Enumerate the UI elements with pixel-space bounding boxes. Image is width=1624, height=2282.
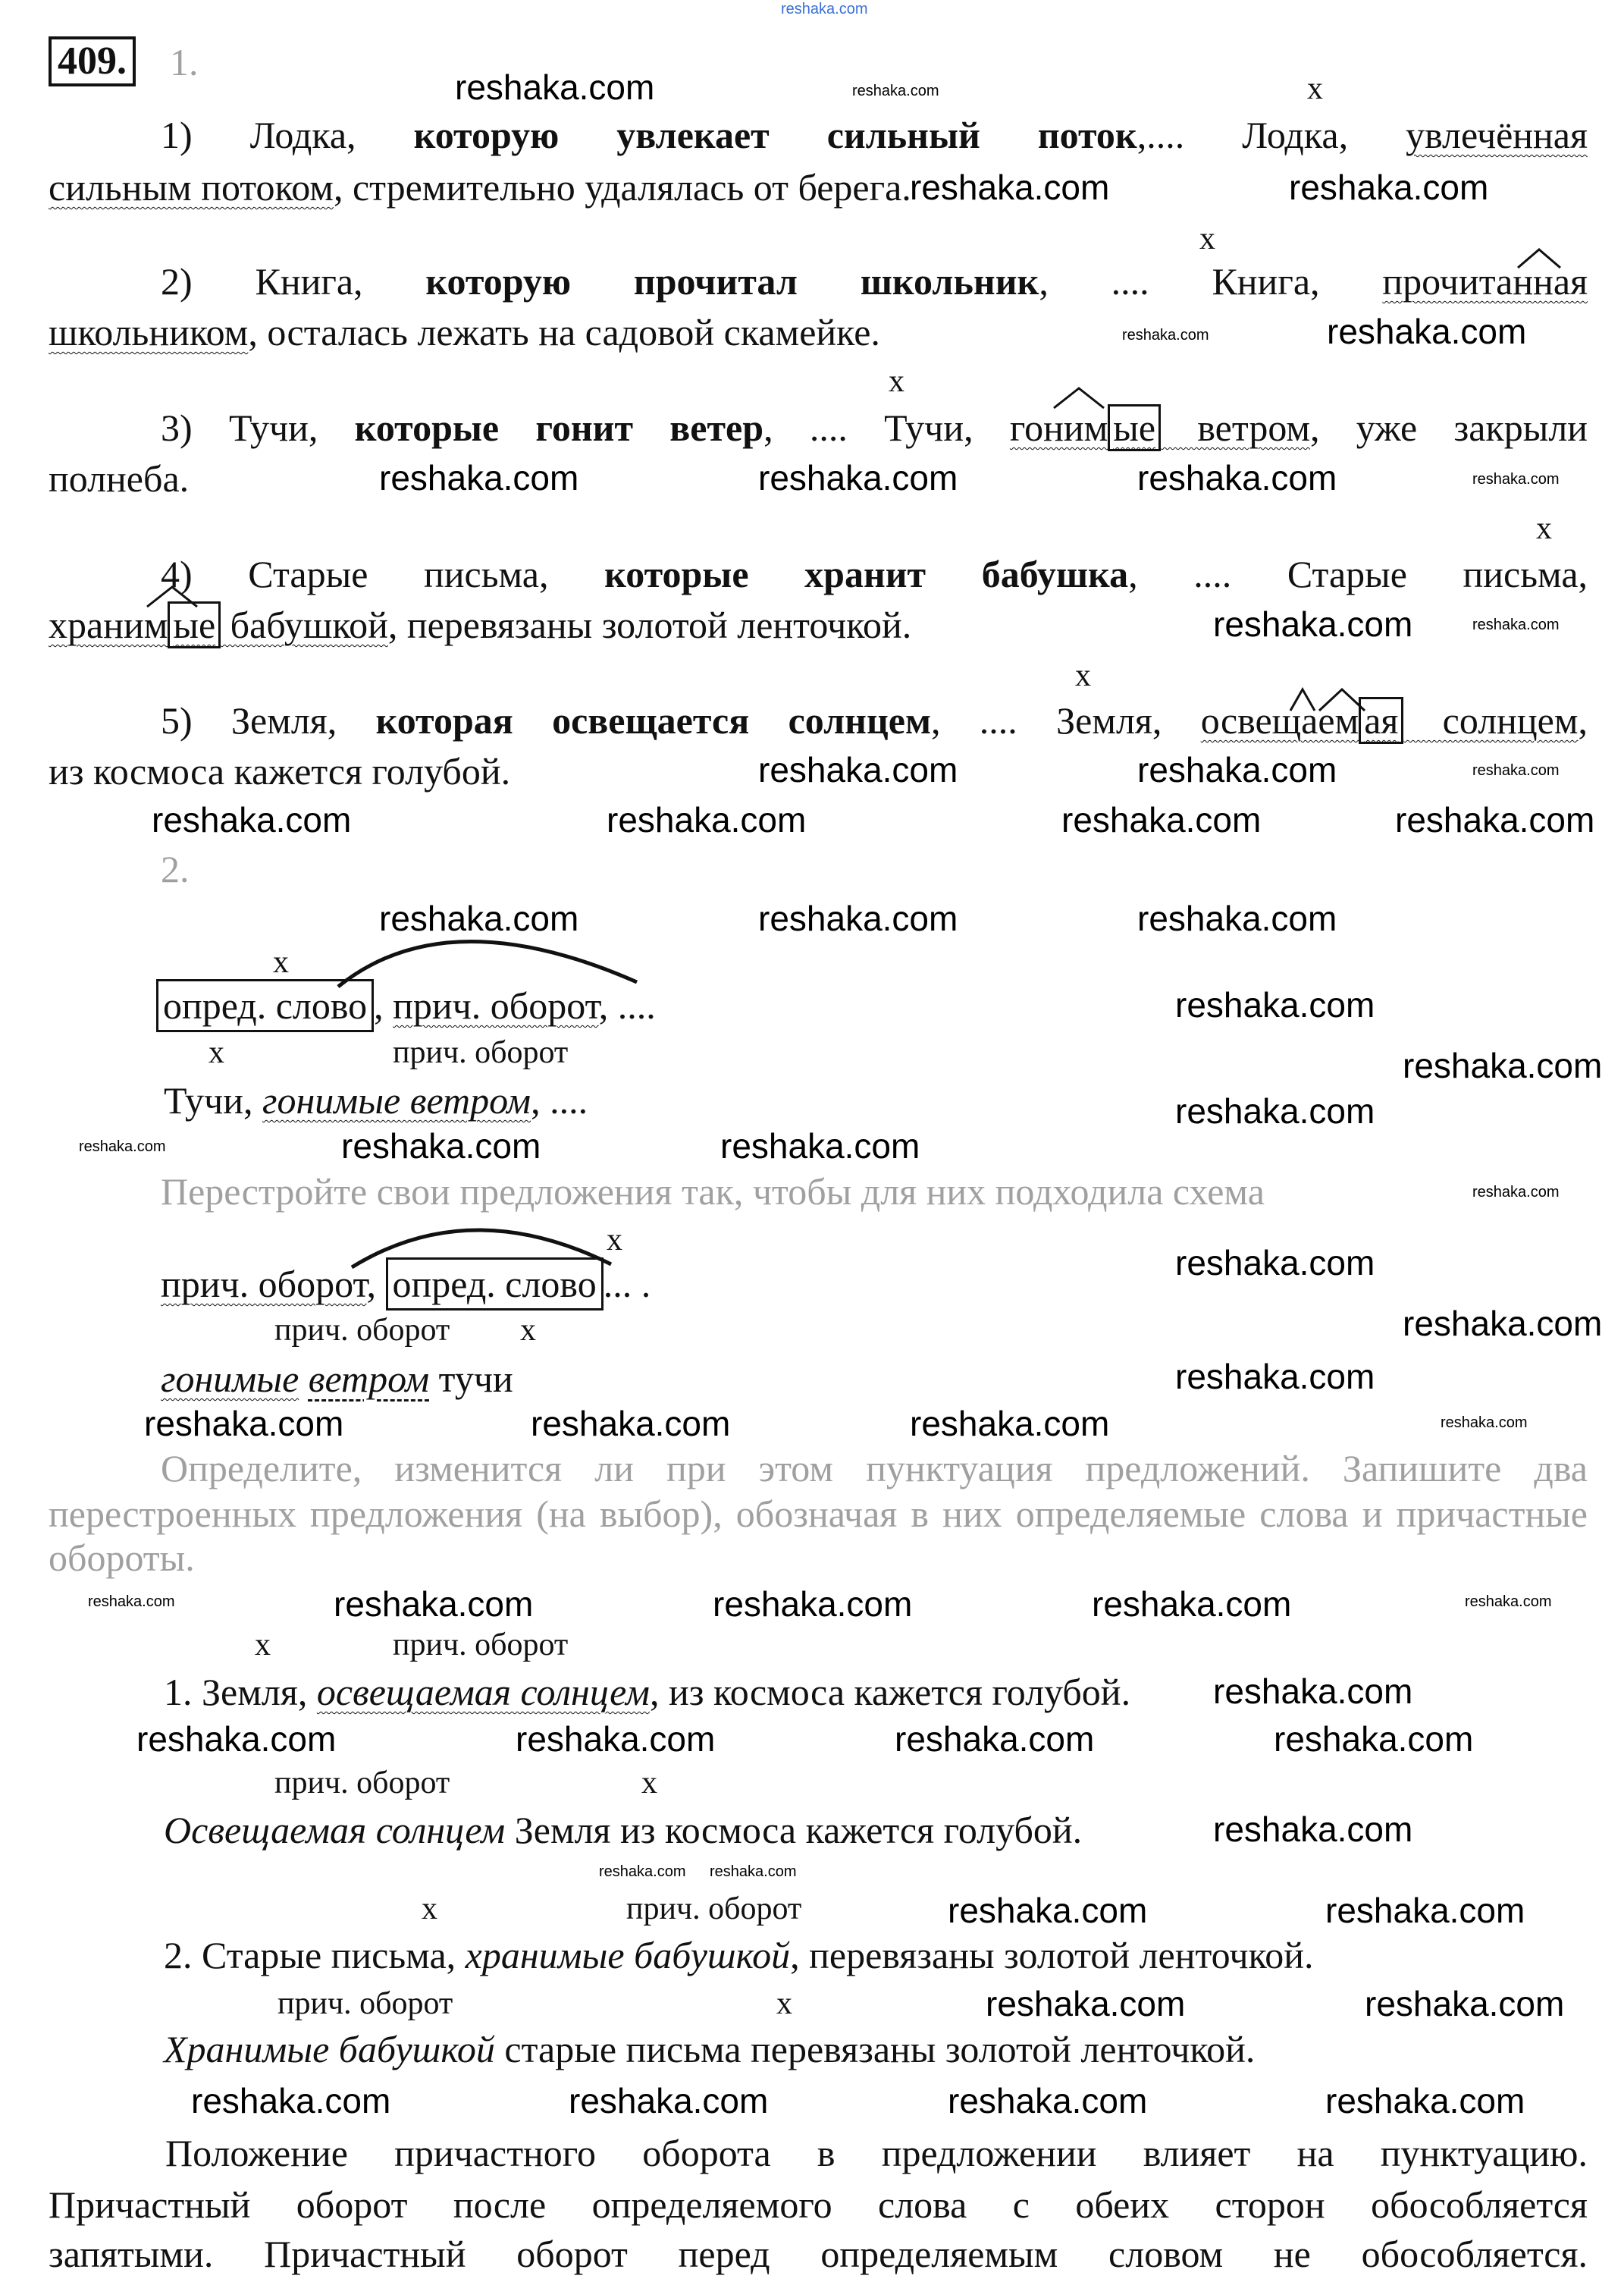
x-mark: x bbox=[422, 1891, 437, 1926]
watermark: reshaka.com bbox=[1137, 899, 1337, 938]
item-2-line-2: школьником, осталась лежать на садовой скамейке. bbox=[49, 311, 880, 353]
x-mark: x bbox=[641, 1766, 657, 1800]
watermark: reshaka.com bbox=[152, 800, 352, 840]
watermark: reshaka.com bbox=[1325, 2081, 1525, 2120]
x-mark: x bbox=[208, 1035, 224, 1070]
conclusion-line-1: Положение причастного оборота в предложении влияет на пунктуацию. bbox=[165, 2132, 1588, 2174]
watermark: reshaka.com bbox=[531, 1404, 731, 1443]
part2-label: 2. bbox=[161, 848, 190, 890]
watermark: reshaka.com bbox=[1137, 458, 1337, 498]
x-mark: x bbox=[1199, 221, 1215, 256]
watermark: reshaka.com bbox=[710, 1863, 797, 1880]
watermark: reshaka.com bbox=[895, 1719, 1095, 1759]
watermark: reshaka.com bbox=[1175, 985, 1375, 1025]
relative-clause: которую увлекает сильный поток bbox=[413, 114, 1137, 156]
watermark: reshaka.com bbox=[1472, 617, 1560, 633]
watermark: reshaka.com bbox=[88, 1593, 175, 1610]
x-mark: x bbox=[1307, 71, 1323, 106]
watermark: reshaka.com bbox=[516, 1719, 716, 1759]
watermark: reshaka.com bbox=[1213, 1671, 1413, 1711]
watermark: reshaka.com bbox=[1175, 1357, 1375, 1396]
watermark: reshaka.com bbox=[1122, 327, 1209, 344]
item-4-line-1: 4) Старые письма, которые хранит бабушка, .... Старые письма, bbox=[161, 553, 1588, 595]
watermark: reshaka.com bbox=[1472, 471, 1560, 488]
watermark: reshaka.com bbox=[910, 1404, 1110, 1443]
scheme-1: опред. слово , прич. оборот, .... bbox=[156, 983, 656, 1028]
task-2-line-3: обороты. bbox=[49, 1537, 195, 1579]
watermark: reshaka.com bbox=[569, 2081, 769, 2120]
watermark: reshaka.com bbox=[1137, 750, 1337, 789]
watermark: reshaka.com bbox=[1403, 1304, 1603, 1343]
x-mark: x bbox=[776, 1986, 792, 2021]
watermark: reshaka.com bbox=[607, 800, 807, 840]
watermark: reshaka.com bbox=[455, 67, 655, 107]
watermark: reshaka.com bbox=[910, 168, 1110, 207]
watermark: reshaka.com bbox=[1403, 1046, 1603, 1085]
conclusion-line-3: запятыми. Причастный оборот перед определяемым словом не обособляется. bbox=[49, 2233, 1588, 2275]
watermark: reshaka.com bbox=[144, 1404, 344, 1443]
item-1-line-2: сильным потоком, стремительно удалялась от берега. bbox=[49, 166, 911, 209]
participle: увлечённая bbox=[1406, 114, 1588, 156]
x-mark: x bbox=[607, 1223, 622, 1257]
exercise-number: 409. bbox=[49, 36, 136, 86]
watermark: reshaka.com bbox=[1365, 1984, 1565, 2023]
conclusion-line-2: Причастный оборот после определяемого слова с обеих сторон обособляется bbox=[49, 2183, 1588, 2226]
task-2-line-1: Определите, изменится ли при этом пунктуация предложений. Запишите два bbox=[161, 1447, 1588, 1489]
watermark: reshaka.com bbox=[1092, 1584, 1292, 1624]
watermark: reshaka.com bbox=[79, 1138, 166, 1155]
phrase-label: прич. оборот bbox=[393, 1035, 569, 1070]
item-2-line-1: 2) Книга, которую прочитал школьник, .... Книга, прочитанная bbox=[161, 260, 1588, 303]
watermark: reshaka.com bbox=[1175, 1243, 1375, 1282]
defined-word-box: опред. слово bbox=[156, 979, 374, 1032]
ending-box: ые bbox=[168, 601, 221, 648]
watermark: reshaka.com bbox=[852, 83, 939, 99]
watermark: reshaka.com bbox=[1289, 168, 1489, 207]
watermark: reshaka.com bbox=[1395, 800, 1595, 840]
watermark: reshaka.com bbox=[1061, 800, 1262, 840]
phrase-label: прич. оборот bbox=[274, 1766, 450, 1800]
watermark: reshaka.com bbox=[334, 1584, 534, 1624]
watermark: reshaka.com bbox=[341, 1126, 541, 1166]
x-mark: x bbox=[1075, 658, 1091, 693]
watermark: reshaka.com bbox=[758, 899, 958, 938]
watermark: reshaka.com bbox=[1465, 1593, 1552, 1610]
watermark: reshaka.com bbox=[1327, 312, 1527, 351]
watermark: reshaka.com bbox=[713, 1584, 913, 1624]
item-3-line-2: полнеба. bbox=[49, 457, 190, 500]
x-mark: x bbox=[273, 945, 289, 980]
example-2: гонимые ветром тучи bbox=[161, 1358, 513, 1400]
answer-1-b: Освещаемая солнцем Земля из космоса кажется голубой. bbox=[164, 1809, 1083, 1851]
example-1: Тучи, гонимые ветром, .... bbox=[164, 1079, 588, 1122]
phrase-label: прич. оборот bbox=[393, 1628, 569, 1662]
watermark: reshaka.com bbox=[191, 2081, 391, 2120]
part1-label: 1. bbox=[170, 41, 199, 83]
answer-1-a: 1. Земля, освещаемая солнцем, из космоса кажется голубой. bbox=[164, 1671, 1131, 1713]
x-mark: x bbox=[889, 364, 904, 399]
item-4-line-2: храним ые бабушкой, перевязаны золотой ленточкой. bbox=[49, 602, 911, 648]
phrase-label: прич. оборот bbox=[274, 1313, 450, 1348]
phrase-label: прич. оборот bbox=[626, 1891, 802, 1926]
watermark: reshaka.com bbox=[758, 458, 958, 498]
defined-word-box: опред. слово bbox=[386, 1257, 604, 1311]
watermark: reshaka.com bbox=[1175, 1091, 1375, 1131]
watermark: reshaka.com bbox=[781, 1, 868, 17]
watermark: reshaka.com bbox=[986, 1984, 1186, 2023]
watermark: reshaka.com bbox=[1441, 1414, 1528, 1431]
ending-box: ые bbox=[1108, 404, 1161, 451]
watermark: reshaka.com bbox=[599, 1863, 686, 1880]
watermark: reshaka.com bbox=[379, 458, 579, 498]
item-1-line-1: 1) Лодка, которую увлекает сильный поток,.... Лодка, увлечённая bbox=[161, 114, 1588, 156]
item-5-line-1: 5) Земля, которая освещается солнцем, .... Земля, освещаем ая солнцем, bbox=[49, 698, 1588, 743]
task-1: Перестройте свои предложения так, чтобы для них подходила схема bbox=[161, 1170, 1265, 1213]
item-3-line-1: 3) Тучи, которые гонит ветер, .... Тучи, гоним ые ветром, уже закрыли bbox=[49, 405, 1588, 450]
watermark: reshaka.com bbox=[379, 899, 579, 938]
watermark: reshaka.com bbox=[720, 1126, 920, 1166]
watermark: reshaka.com bbox=[1213, 1810, 1413, 1849]
phrase-label: прич. оборот bbox=[277, 1986, 453, 2021]
watermark: reshaka.com bbox=[136, 1719, 337, 1759]
x-mark: x bbox=[520, 1313, 536, 1348]
watermark: reshaka.com bbox=[1213, 604, 1413, 644]
watermark: reshaka.com bbox=[1325, 1891, 1525, 1930]
task-2-line-2: перестроенных предложения (на выбор), обозначая в них определяемые слова и причастные bbox=[49, 1493, 1588, 1535]
watermark: reshaka.com bbox=[948, 1891, 1148, 1930]
ending-box: ая bbox=[1359, 697, 1403, 744]
answer-2-b: Хранимые бабушкой старые письма перевязаны золотой ленточкой. bbox=[164, 2028, 1256, 2070]
watermark: reshaka.com bbox=[1472, 762, 1560, 779]
watermark: reshaka.com bbox=[1472, 1184, 1560, 1201]
x-mark: x bbox=[1536, 511, 1552, 546]
x-mark: x bbox=[255, 1628, 271, 1662]
item-5-line-2: из космоса кажется голубой. bbox=[49, 750, 511, 793]
watermark: reshaka.com bbox=[948, 2081, 1148, 2120]
watermark: reshaka.com bbox=[1274, 1719, 1474, 1759]
watermark: reshaka.com bbox=[758, 750, 958, 789]
scheme-2: прич. оборот, опред. слово ... . bbox=[161, 1261, 651, 1307]
answer-2-a: 2. Старые письма, хранимые бабушкой, перевязаны золотой ленточкой. bbox=[164, 1934, 1314, 1976]
